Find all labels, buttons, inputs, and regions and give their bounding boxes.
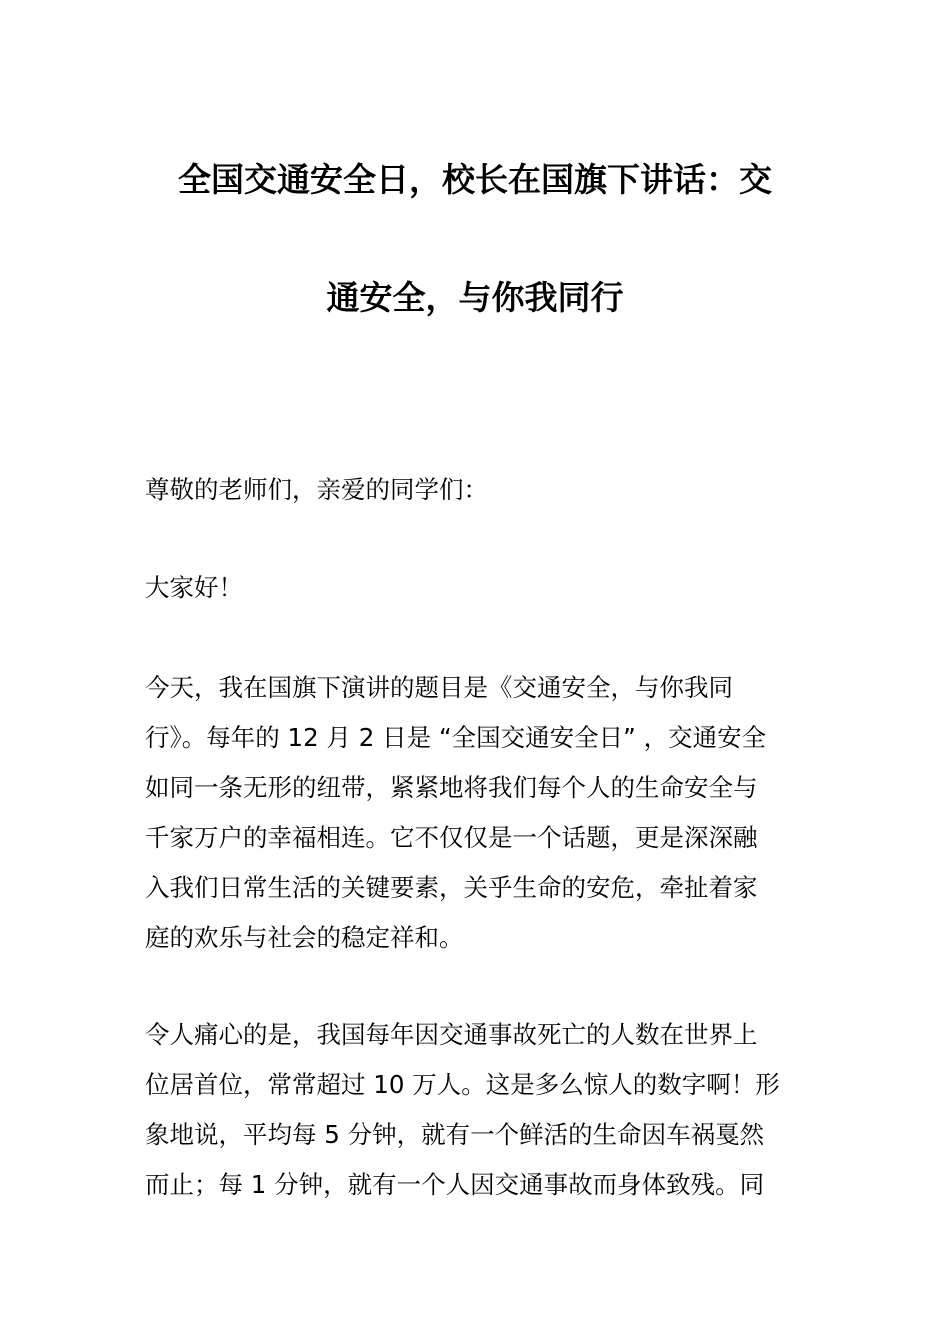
paragraph-2-line: 而止；每 1 分钟，就有一个人因交通事故而身体致残。同 <box>145 1170 765 1199</box>
paragraph-1-line: 千家万户的幸福相连。它不仅仅是一个话题，更是深深融 <box>145 823 758 852</box>
paragraph-2 <box>145 1010 815 1210</box>
paragraph-2-line: 令人痛心的是，我国每年因交通事故死亡的人数在世界上 <box>145 1020 758 1049</box>
paragraph-1-line: 如同一条无形的纽带，紧紧地将我们每个人的生命安全与 <box>145 773 758 802</box>
paragraph-2-line: 位居首位，常常超过 10 万人。这是多么惊人的数字啊！形 <box>145 1070 780 1099</box>
greeting: 大家好！ <box>145 573 243 602</box>
paragraph-2-line: 象地说，平均每 5 分钟，就有一个鲜活的生命因车祸戛然 <box>145 1120 765 1149</box>
paragraph-1-line: 入我们日常生活的关键要素，关乎生命的安危，牵扯着家 <box>145 873 758 902</box>
paragraph-1-line: 今天，我在国旗下演讲的题目是《交通安全，与你我同 <box>145 673 733 702</box>
salutation: 尊敬的老师们，亲爱的同学们： <box>145 475 488 504</box>
document-title-line-2: 通安全，与你我同行 <box>326 278 624 317</box>
document-title-line-1: 全国交通安全日，校长在国旗下讲话：交 <box>178 160 772 199</box>
paragraph-1-line: 行》。每年的 12 月 2 日是 “全国交通安全日” ，交通安全 <box>145 723 767 752</box>
paragraph-1 <box>145 663 815 963</box>
paragraph-1-line: 庭的欢乐与社会的稳定祥和。 <box>145 923 464 952</box>
